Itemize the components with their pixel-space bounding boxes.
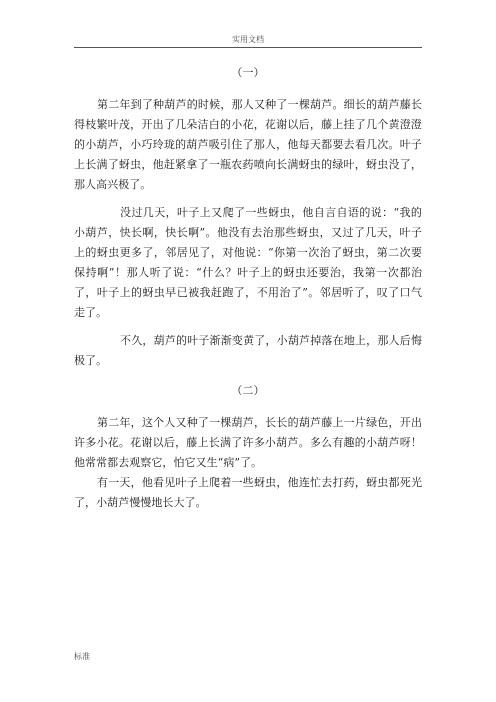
header-divider <box>74 47 422 48</box>
document-body <box>74 63 422 513</box>
paragraph: 第二年到了种葫芦的时候，那人又种了一棵葫芦。细长的葫芦藤长得枝繁叶茂，开出了几朵洁白的小花，花谢以后，藤上挂了几个黄澄澄的小葫芦，小巧玲珑的葫芦吸引住了那人，他每天都要去看几次。叶子上长满了蚜虫，他赶紧拿了一瓶农药喷向长满蚜虫的绿叶，蚜虫没了，那人高兴极了。 <box>74 98 422 191</box>
section-title-2: （二） <box>231 384 265 397</box>
paragraph: 没过几天，叶子上又爬了一些蚜虫，他自言自语的说：“我的小葫芦，快长啊，快长啊”。他没有去治那些蚜虫，又过了几天，叶子上的蚜虫更多了，邻居见了，对他说：“你第一次治了蚜虫，第二次要保持啊”！那人听了说：“什么？叶子上的蚜虫还要治，我第一次都治了，叶子上的蚜虫早已被我赶跑了，不用治了”。邻居听了，叹了口气走了。 <box>74 206 422 319</box>
section-title-1: （一） <box>231 66 265 79</box>
page-footer: 标准 <box>74 652 90 661</box>
page-header: 实用文档 <box>232 35 264 44</box>
paragraph: 有一天，他看见叶子上爬着一些蚜虫，他连忙去打药，蚜虫都死光了，小葫芦慢慢地长大了。 <box>74 476 422 509</box>
paragraph: 第二年，这个人又种了一棵葫芦，长长的葫芦藤上一片绿色，开出许多小花。花谢以后，藤上长满了许多小葫芦。多么有趣的小葫芦呀！他常常都去观察它，怕它又生“病”了。 <box>74 416 422 469</box>
paragraph: 不久，葫芦的叶子渐渐变黄了，小葫芦掉落在地上，那人后悔极了。 <box>74 334 422 367</box>
